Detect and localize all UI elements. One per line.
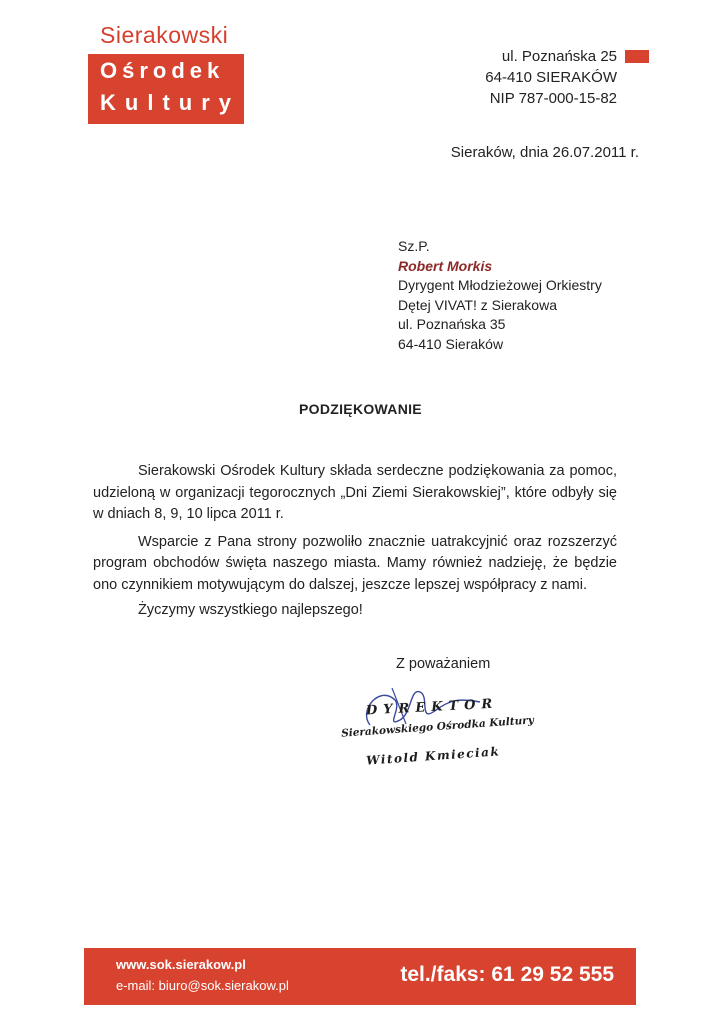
- logo-text-top: Sierakowski: [100, 22, 229, 48]
- logo-box: [88, 54, 244, 124]
- recipient-block: [398, 237, 602, 354]
- body-paragraph-3: Życzymy wszystkiego najlepszego!: [138, 602, 363, 618]
- footer-website[interactable]: www.sok.sierakow.pl: [116, 957, 246, 972]
- stamp-title: DYREKTOR: [365, 696, 499, 719]
- logo-line-1: Ośrodek: [100, 58, 225, 83]
- recipient-role-1: Dyrygent Młodzieżowej Orkiestry: [398, 277, 602, 293]
- sender-address: [485, 46, 617, 109]
- recipient-name: Robert Morkis: [398, 257, 493, 274]
- letter-heading: PODZIĘKOWANIE: [299, 401, 422, 417]
- stamp-organization: Sierakowskiego Ośrodka Kultury: [340, 714, 535, 740]
- footer-email[interactable]: e-mail: biuro@sok.sierakow.pl: [116, 978, 289, 993]
- recipient-street: ul. Poznańska 35: [398, 316, 506, 332]
- sender-street: ul. Poznańska 25: [501, 48, 617, 65]
- footer-bar: [84, 948, 636, 1005]
- logo-line-2: Kultury: [100, 90, 240, 115]
- body-paragraph-2: Wsparcie z Pana strony pozwoliło znacznie uatrakcyjnić oraz rozszerzyć program obchodów święta naszego miasta. Mamy również nadzieję, że będzie ono czynnikiem motywującym do dalszej, jeszcze lepszej współpracy z nami.: [93, 533, 617, 593]
- recipient-salutation: Sz.P.: [398, 238, 430, 254]
- letter-body: [93, 461, 617, 622]
- address-marker: [625, 50, 649, 63]
- recipient-city: 64-410 Sieraków: [398, 335, 504, 352]
- closing-phrase: Z poważaniem: [396, 656, 491, 672]
- footer-phone: tel./faks: 61 29 52 555: [400, 963, 614, 986]
- sender-city: 64-410 SIERAKÓW: [485, 69, 617, 86]
- sender-nip: NIP 787-000-15-82: [489, 90, 617, 107]
- body-paragraph-1: Sierakowski Ośrodek Kultury składa serdeczne podziękowania za pomoc, udzieloną w organizacji tegorocznych „Dni Ziemi Sierakowskiej”, które odbyły się w dniach 8, 9, 10 lipca 2011 r.: [93, 463, 617, 522]
- letter-date: Sieraków, dnia 26.07.2011 r.: [450, 144, 639, 161]
- stamp-name: Witold Kmieciak: [365, 744, 501, 768]
- recipient-role-2: Dętej VIVAT! z Sierakowa: [398, 296, 557, 313]
